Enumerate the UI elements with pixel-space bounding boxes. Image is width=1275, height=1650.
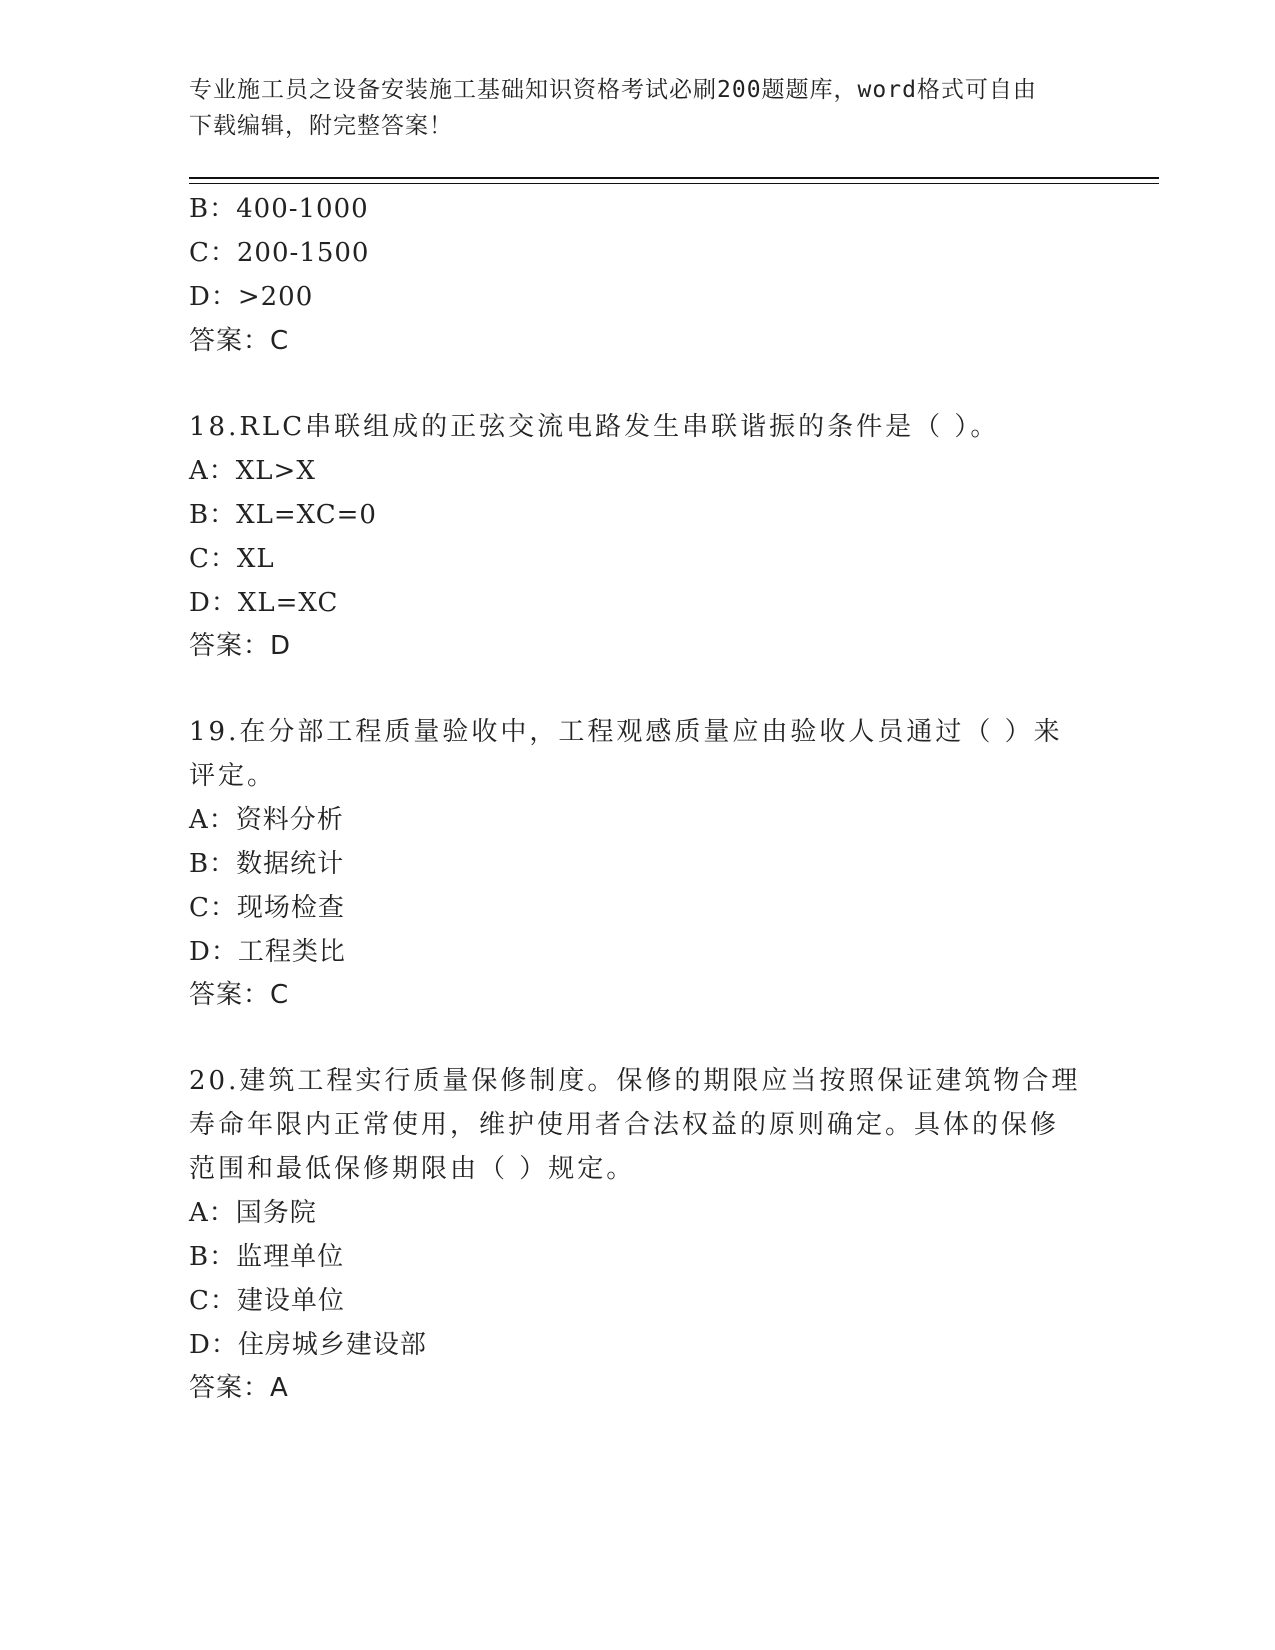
document-header <box>189 72 1089 144</box>
q20-option-d: D：住房城乡建设部 <box>189 1330 427 1360</box>
q19-option-c: C：现场检查 <box>189 893 345 923</box>
q20-option-b: B：监理单位 <box>189 1242 345 1272</box>
q19-option-a: A：资料分析 <box>189 805 344 835</box>
header-line-1: 专业施工员之设备安装施工基础知识资格考试必刷200题题库，word格式可自由 <box>189 77 1037 103</box>
q20-answer: 答案：A <box>189 1373 289 1403</box>
q18-stem: 18.RLC串联组成的正弦交流电路发生串联谐振的条件是（ ）。 <box>189 412 1000 442</box>
header-line-2: 下载编辑，附完整答案！ <box>189 113 453 139</box>
q20-stem-line-2: 寿命年限内正常使用，维护使用者合法权益的原则确定。具体的保修 <box>189 1110 1060 1140</box>
prev-option-d: D：>200 <box>189 282 314 312</box>
q20-stem-line-3: 范围和最低保修期限由（ ）规定。 <box>189 1154 636 1184</box>
header-divider-thin <box>189 183 1159 184</box>
q18-option-b: B：XL=XC=0 <box>189 500 377 530</box>
q19-stem-line-1: 19.在分部工程质量验收中，工程观感质量应由验收人员通过（ ）来 <box>189 717 1063 747</box>
header-divider-thick <box>189 177 1159 179</box>
q18-option-a: A：XL>X <box>189 456 316 486</box>
q20-option-a: A：国务院 <box>189 1198 317 1228</box>
q19-answer: 答案：C <box>189 980 290 1010</box>
prev-option-b: B：400-1000 <box>189 194 369 224</box>
prev-answer: 答案：C <box>189 326 290 356</box>
q20-stem-line-1: 20.建筑工程实行质量保修制度。保修的期限应当按照保证建筑物合理 <box>189 1066 1081 1096</box>
q19-option-b: B：数据统计 <box>189 849 345 879</box>
q19-stem-line-2: 评定。 <box>189 761 277 791</box>
q20-option-c: C：建设单位 <box>189 1286 345 1316</box>
prev-option-c: C：200-1500 <box>189 238 370 268</box>
q18-option-c: C：XL <box>189 544 275 574</box>
q19-option-d: D：工程类比 <box>189 937 346 967</box>
q18-option-d: D：XL=XC <box>189 588 339 618</box>
q18-answer: 答案：D <box>189 631 292 661</box>
